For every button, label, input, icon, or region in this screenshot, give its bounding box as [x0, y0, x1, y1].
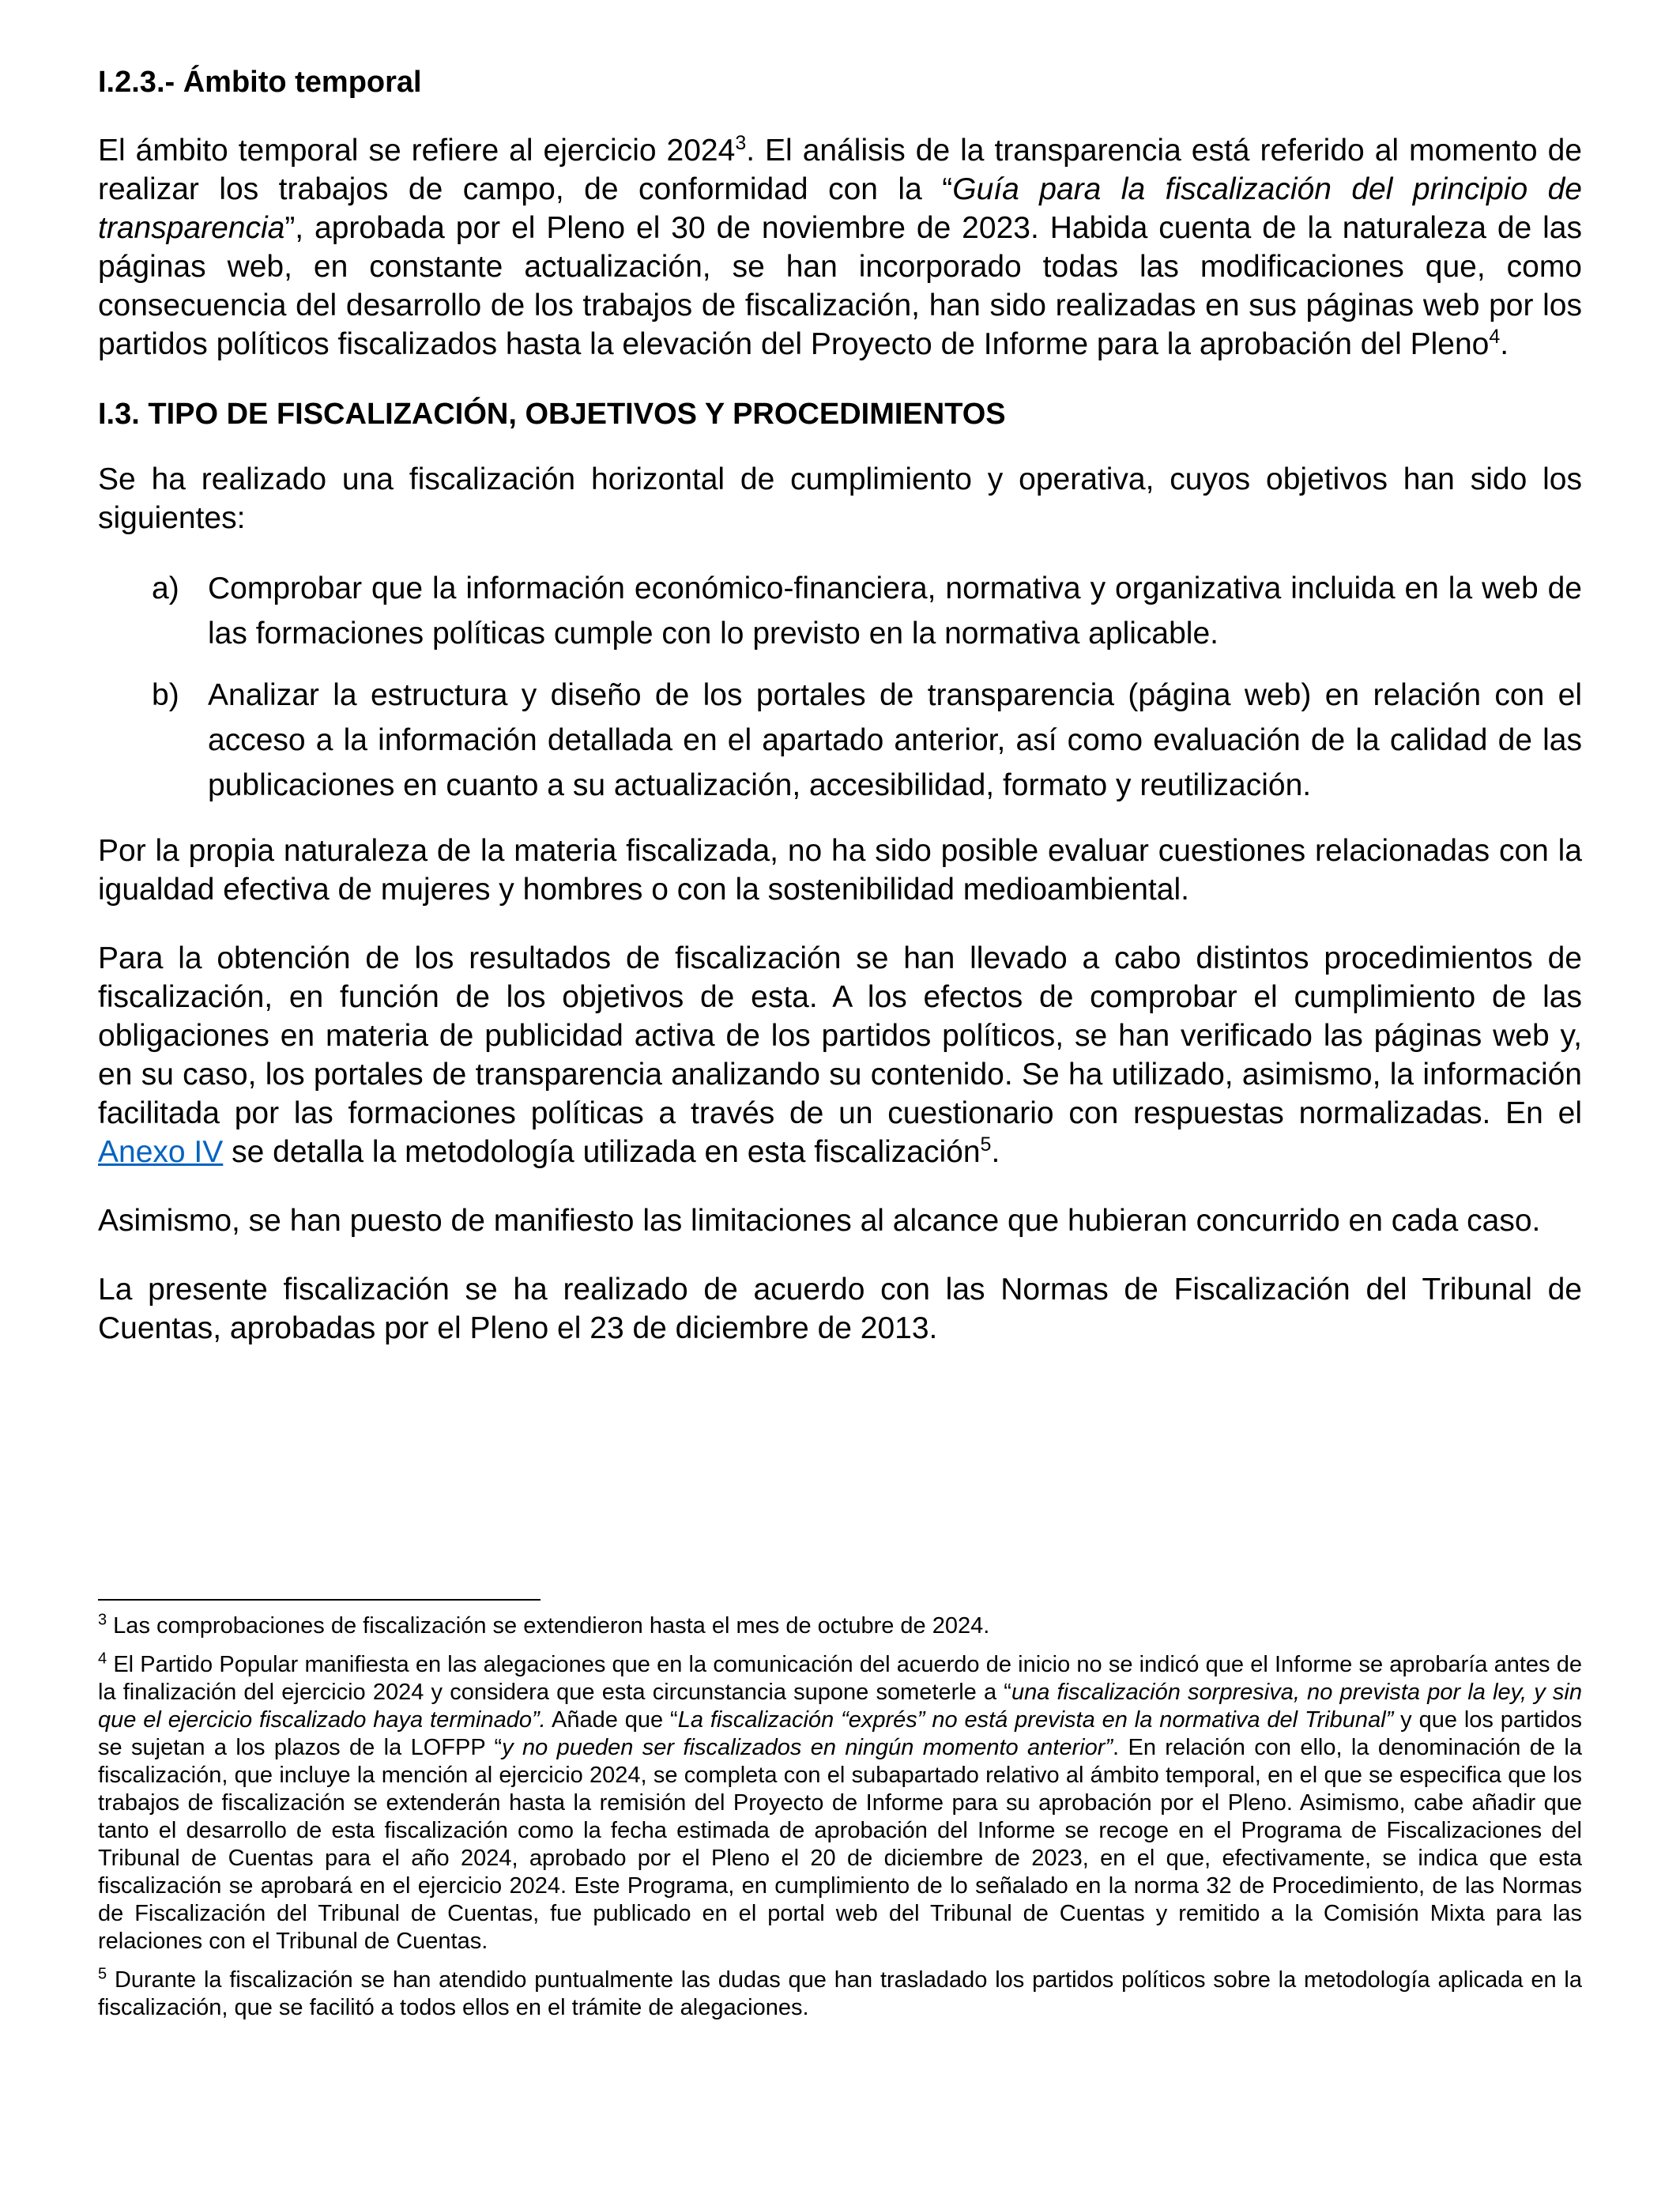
footnote-ref-5[interactable]: 5 — [980, 1133, 992, 1156]
document-body — [98, 62, 1582, 1378]
footnotes — [98, 1612, 1582, 2033]
paragraph-ambito-temporal: El ámbito temporal se refiere al ejercicio 2024$^3$. El análisis de la transparencia está referido al momento de realizar los trabajos de campo, de conformidad con la “Guía para la fiscalización del principio de transparencia”, aprobada por el Pleno el 30 de noviembre de 2023. Habida cuenta de la naturaleza de las páginas web, en constante actualización, se han incorporado todas las modificaciones que, como consecuencia del desarrollo de los trabajos de fiscalización, han sido realizadas en sus páginas web por los partidos políticos fiscalizados hasta la elevación del Proyecto de Informe para la aprobación del Pleno$^4$. — [98, 132, 1582, 361]
footnote-4: $^4$ El Partido Popular manifiesta en las alegaciones que en la comunicación del acuerdo de inicio no se indicó que el Informe se aprobaría antes de la finalización del ejercicio 2024 y considera que esta circunstancia supone someterle a “una fiscalización sorpresiva, no prevista por la ley, y sin que el ejercicio fiscalizado haya terminado”. Añade que “La fiscalización “exprés” no está prevista en la normativa del Tribunal” y que los partidos se sujetan a los plazos de la LOFPP “y no pueden ser fiscalizados en ningún momento anterior”. En relación con ello, la denominación de la fiscalización, que incluye la mención al ejercicio 2024, se completa con el subapartado relativo al ámbito temporal, en el que se especifica que los trabajos de fiscalización se extenderán hasta la remisión del Proyecto de Informe para su aprobación por el Pleno. Asimismo, cabe añadir que tanto el desarrollo de esta fiscalización como la fecha estimada de aprobación del Informe se recoge en el Programa de Fiscalizaciones del Tribunal de Cuentas para el año 2024, aprobado por el Pleno el 20 de diciembre de 2023, en el que, efectivamente, se indica que esta fiscalización se aprobará en el ejercicio 2024. Este Programa, en cumplimiento de lo señalado en la norma 32 de Procedimiento, de las Normas de Fiscalización del Tribunal de Cuentas, fue publicado en el portal web del Tribunal de Cuentas y remitido a la Comisión Mixta para las relaciones con el Tribunal de Cuentas. — [98, 1650, 1582, 1954]
list-item: b) Analizar la estructura y diseño de los portales de transparencia (página web) en relación con el acceso a la información detallada en el apartado anterior, así como evaluación de la calidad de las publicaciones en cuanto a su actualización, accesibilidad, formato y reutilización. — [98, 673, 1582, 808]
list-marker: b) — [152, 678, 179, 712]
footnote-separator — [98, 1599, 541, 1601]
footnote-3: $^3$ Las comprobaciones de fiscalización se extendieron hasta el mes de octubre de 2024. — [98, 1611, 990, 1639]
section-heading-ambito-temporal: I.2.3.- Ámbito temporal — [98, 66, 422, 99]
section-heading-tipo-fiscalizacion: I.3. TIPO DE FISCALIZACIÓN, OBJETIVOS Y PROCEDIMIENTOS — [98, 398, 1006, 431]
paragraph-naturaleza: Por la propia naturaleza de la materia fiscalizada, no ha sido posible evaluar cuestiones relacionadas con la igualdad efectiva de mujeres y hombres o con la sostenibilidad medioambiental. — [98, 834, 1582, 907]
paragraph-normas: La presente fiscalización se ha realizado de acuerdo con las Normas de Fiscalización del Tribunal de Cuentas, aprobadas por el Pleno el 23 de diciembre de 2013. — [98, 1273, 1582, 1345]
objectives-list — [98, 566, 1582, 808]
list-item: a) Comprobar que la información económico-financiera, normativa y organizativa incluida en la web de las formaciones políticas cumple con lo previsto en la normativa aplicable. — [98, 566, 1582, 656]
footnote-ref-4[interactable]: 4 — [1489, 326, 1501, 348]
footnote-5: $^5$ Durante la fiscalización se han atendido puntualmente las dudas que han trasladado los partidos políticos sobre la metodología aplicada en la fiscalización, que se facilitó a todos ellos en el trámite de alegaciones. — [98, 1965, 1582, 2020]
footnote-ref-3[interactable]: 3 — [735, 132, 747, 154]
paragraph-procedimientos: Para la obtención de los resultados de fiscalización se han llevado a cabo distintos procedimientos de fiscalización, en función de los objetivos de esta. A los efectos de comprobar el cumplimiento de las obligaciones en materia de publicidad activa de los partidos políticos, se han verificado las páginas web y, en su caso, los portales de transparencia analizando su contenido. Se ha utilizado, asimismo, la información facilitada por las formaciones políticas a través de un cuestionario con respuestas normalizadas. En el Anexo IV se detalla la metodología utilizada en esta fiscalización$^5$. — [98, 941, 1582, 1169]
paragraph-limitaciones: Asimismo, se han puesto de manifiesto las limitaciones al alcance que hubieran concurrido en cada caso. — [98, 1204, 1541, 1238]
anexo-iv-link[interactable]: Anexo IV — [98, 1135, 224, 1169]
list-marker: a) — [152, 571, 179, 605]
paragraph-objetivos-intro: Se ha realizado una fiscalización horizontal de cumplimiento y operativa, cuyos objetivos han sido los siguientes: — [98, 462, 1582, 535]
